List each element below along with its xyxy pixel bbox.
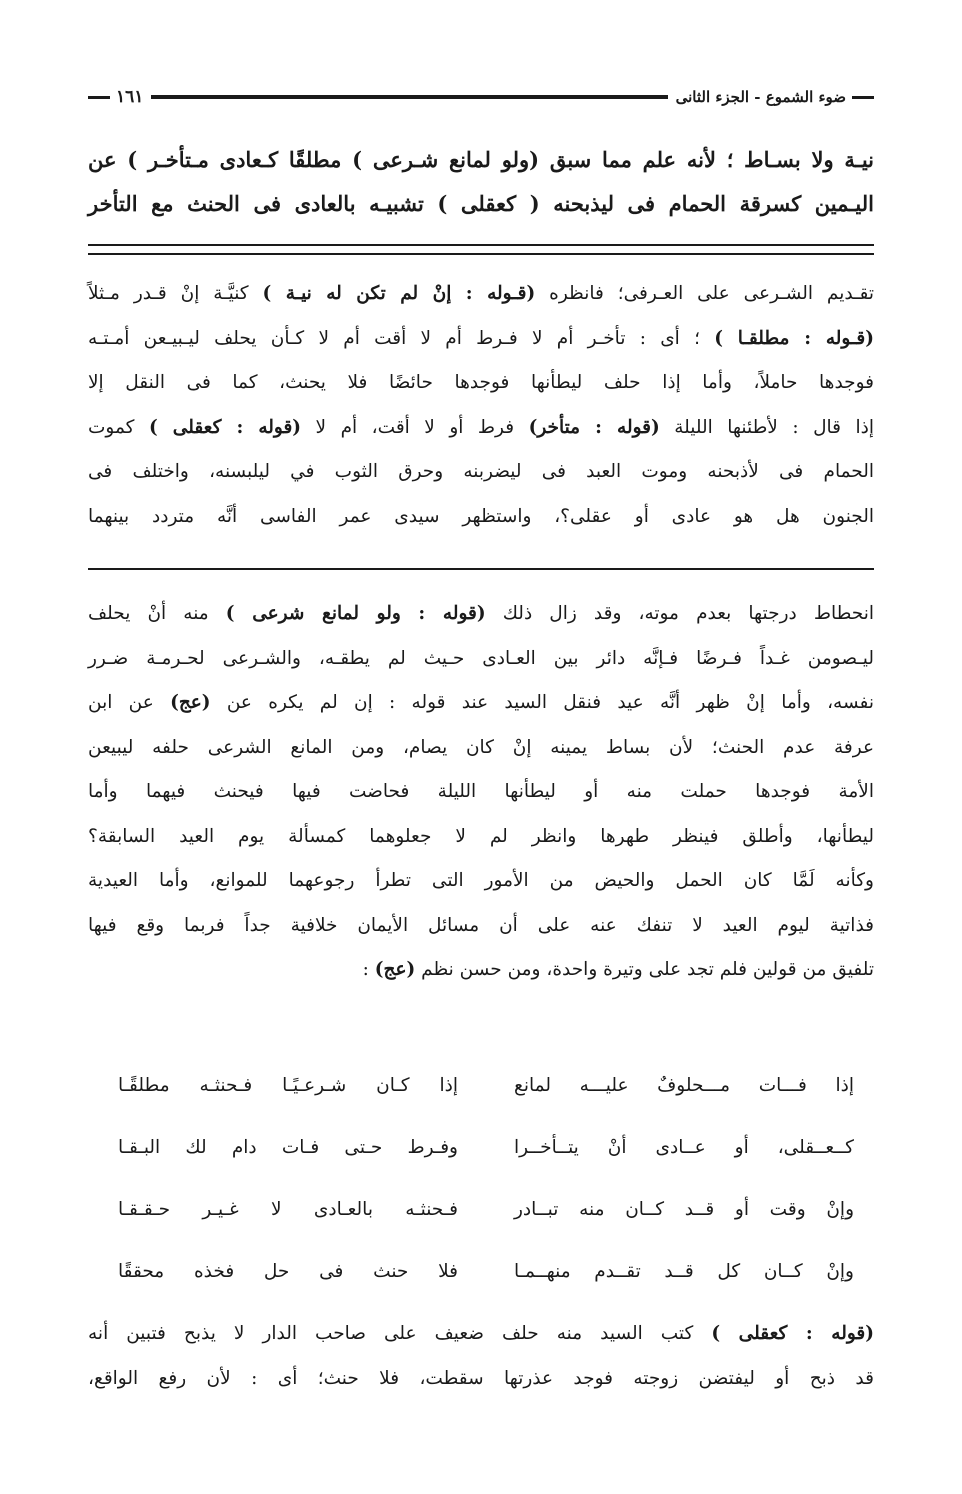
running-header xyxy=(88,82,874,112)
quote-marker: (قوله : ولو لمانع شرعى ) xyxy=(225,603,486,624)
header-dash-right xyxy=(852,96,874,99)
commentary-line: تقـديم الشـرعى على العـرفى؛ فانظره (قـوله : إنْ لم تكن له نيـة ) كنيَّـة إنْ قـدر مـثلاً xyxy=(88,283,874,304)
header-rule xyxy=(151,95,667,99)
commentary-line: فذاتية ليوم العيد لا تنفك عنه على أن مسائل الأيمان خلافية جداً فربما وقع فيها xyxy=(88,914,874,936)
verse-second-hemistich: فـحنثـه بالعـادى لا غـيـر حـقـقـا xyxy=(118,1198,458,1220)
quote-marker: (قوله : كعقلى ) xyxy=(711,1323,874,1344)
commentary-line: الحمام فى لأذبحنه وموت العبد فى ليضربنه وحرق الثوب في ليلبسنه، واختلف فى xyxy=(88,461,874,482)
quote-marker: (قـوله : إنْ لم تكن له نيـة ) xyxy=(262,283,536,304)
commentary-line: انحطاط درجتها بعدم موته، وقد زال ذلك (قوله : ولو لمانع شرعى ) منه أنْ يحلف xyxy=(88,603,874,624)
commentary-line: فوجدها حاملاً، وأما إذا حلف ليطأنها فوجدها حائضًا فلا يحنث، كما فى النقل إلا xyxy=(88,372,874,393)
quote-marker: (قوله : متأخر) xyxy=(528,416,660,438)
commentary-line: (قـوله : مطلقـا ) ؛ أى : تأخـر أم لا فـرط أم لا أقت أم لا كـأن يحلف ليـبيـعن أمـتـه xyxy=(88,327,874,349)
commentary-block-3 xyxy=(88,1312,874,1401)
commentary-line: عرفة عدم الحنث؛ لأن بساط يمينه إنْ كان يصام، ومن المانع الشرعى حلفه ليبيعن xyxy=(88,736,874,758)
poem-verse xyxy=(88,1116,874,1178)
quote-marker: (قوله : كعقلى ) xyxy=(148,416,302,438)
commentary-line: الأمة فوجدها حملت منه أو ليطأنها الليلة فحاضت فيها فيحنث فيهما وأما xyxy=(88,781,874,802)
page-number: ١٦١ xyxy=(116,87,144,107)
section-divider xyxy=(88,568,874,570)
verse-second-hemistich: إذا كـان شـرعـيًـا فـحنثـه مطلقًـا xyxy=(118,1074,458,1096)
commentary-line: (قوله : كعقلى ) كتب السيد منه حلف ضعيف على صاحب الدار لا يذبح فتبين أنه xyxy=(88,1323,874,1344)
poem-verse xyxy=(88,1240,874,1302)
commentary-line: وكأنه لَمَّا كان الحمل والحيض من الأمور التى تطرأ رجوعهما للموانع، وأما العيدية xyxy=(88,870,874,891)
commentary-line: الجنون هل هو عادى أو عقلى؟، واستظهر سيدى عمر الفاسى أنَّه متردد بينهما xyxy=(88,505,874,527)
verse-first-hemistich: كــعــقلى، أو عــادى أنْ يتــأخــرا xyxy=(514,1136,854,1158)
double-divider xyxy=(88,244,874,255)
commentary-line: تلفيق من قولين فلم تجد على وتيرة واحدة، ومن حسن نظم (عج) : xyxy=(362,959,874,980)
main-text-line: نيـة ولا بسـاط ؛ لأنه علم مما سبق (ولو لمانع شـرعى ) مطلقًا كـعادى مـتأخـر ) عن xyxy=(88,147,874,172)
header-dash-left xyxy=(88,96,110,99)
commentary-line: ليطأنها، وأطلق فينظر طهرها وانظر لم لا جعلوهما كمسألة يوم العيد السابقة؟ xyxy=(88,825,874,847)
poem-verse xyxy=(88,1054,874,1116)
commentary-line: قد ذبح أو ليفتضن زوجته فوجد عذرتها سقطت، فلا حنث؛ أى : لأن رفع الواقع، xyxy=(88,1367,874,1389)
commentary-line: إذا قال : لأطئنها الليلة (قوله : متأخر) فرط أو لا أقت، أم لا (قوله : كعقلى ) كموت xyxy=(88,416,874,438)
verse-first-hemistich: وإنْ وقت أو قــد كــان منه تبــادر xyxy=(514,1198,854,1220)
main-text xyxy=(88,138,874,226)
quote-marker: (عج) xyxy=(170,692,211,713)
poem-verse xyxy=(88,1178,874,1240)
commentary-line: نفسه، وأما إنْ ظهر أنَّه عيد فنقل السيد عند قوله : إن لم يكره عن (عج) عن ابن xyxy=(88,692,874,713)
header-title: ضوء الشموع - الجزء الثانى xyxy=(675,88,846,106)
verse-first-hemistich: إذا فـــات مـــحلوفٌ عليـــه لمانع xyxy=(514,1074,854,1096)
quote-marker: (عج) xyxy=(374,959,416,980)
verse-first-hemistich: وإنْ كــان كل قــد تقــدم منهــمـا xyxy=(514,1260,854,1282)
quote-marker: (قـوله : مطلقـا ) xyxy=(714,327,874,349)
poem xyxy=(88,1054,874,1302)
verse-second-hemistich: فلا حنث فى حل فخذه محققًا xyxy=(118,1260,458,1282)
verse-second-hemistich: وفـرط حـتى فـات دام لك البـقـا xyxy=(118,1136,458,1158)
commentary-block-2 xyxy=(88,592,874,993)
commentary-line: ليـصومن غـداً فـرضًا فـإنَّه دائر بين العـادى حـيث لم يطقـه، والشـرعى لحـرمـة ضـرر xyxy=(88,647,874,669)
main-text-line: اليـمين كسرقة الحمام فى ليذبحنه ( كعقلى ) تشبيـه بالعادى فى الحنث مع التأخر xyxy=(88,191,874,216)
commentary-block-1 xyxy=(88,272,874,539)
